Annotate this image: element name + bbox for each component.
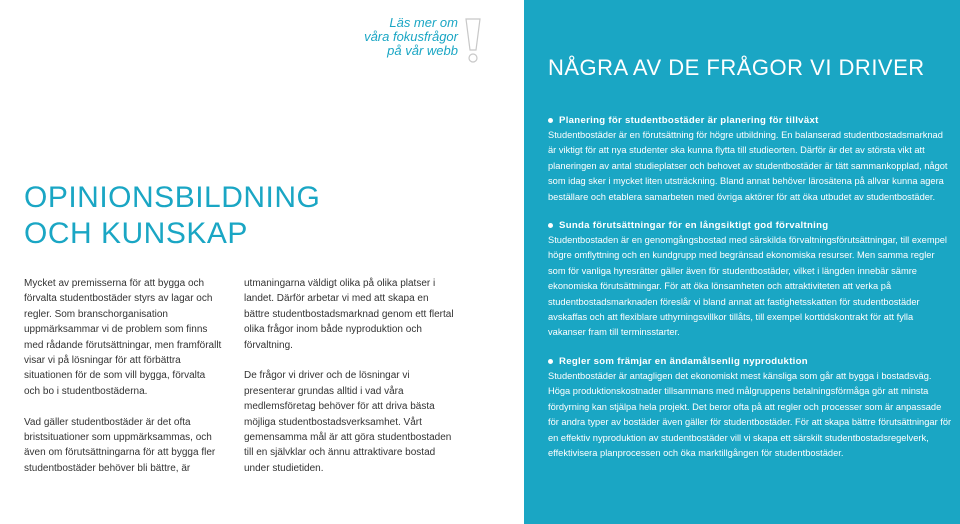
issue-heading (548, 114, 952, 128)
issue-item (548, 355, 952, 461)
title-line: OCH KUNSKAP (24, 217, 248, 250)
text-column-2 (244, 276, 454, 476)
paragraph: Vad gäller studentbostäder är det ofta bristsituationer som uppmärksammas, och även om förutsättningarna för att bygga fler studentbostäder behöver bli bättre, är (24, 416, 216, 474)
text-column-1 (24, 276, 224, 476)
page-title (24, 180, 320, 252)
callout-line: våra fokusfrågor (364, 29, 458, 44)
callout-line: Läs mer om (389, 15, 458, 30)
paragraph: utmaningarna väldigt olika på olika platser i landet. Därför arbetar vi med att skapa en bättre studentbostadsmarknad genom ett flertal olika frågor inom både nyproduktion och förvaltning. (244, 278, 454, 351)
issue-item (548, 219, 952, 341)
bullet-dot-icon (548, 118, 553, 123)
issue-body: Studentbostäder är antagligen det ekonomiskt mest känsliga som går att bygga i bostadsväg. Höga produktionskostnader tillsammans med målgruppens betalningsförmåga gör att minsta fördyrning kan stjälpa hela projekt. Det beror ofta på att regler och processer som är anpassade för andra typer av bostäder även gäller för studentbostäder. För att skapa bättre förutsättningar för en effektiv nyproduktion av studentbostäder vill vi skapa ett särskilt studentbostadsregelverk, effektivisera planprocessen och öka marktillgången för studentbostäder. (548, 370, 952, 458)
panel-title: NÅGRA AV DE FRÅGOR VI DRIVER (548, 55, 925, 80)
issue-heading-text: Planering för studentbostäder är planering för tillväxt (559, 115, 819, 126)
issue-heading-text: Regler som främjar en ändamålsenlig nyproduktion (559, 355, 808, 367)
issue-heading (548, 219, 952, 233)
paragraph: De frågor vi driver och de lösningar vi presenterar grundas alltid i vad våra medlemsföretag behöver för att driva bästa möjliga studentbostadsverksamhet. Vårt gemensamma mål är att göra studentbostaden till en självklar och ännu attraktivare bostad under studietiden. (244, 370, 452, 474)
paragraph: Mycket av premisserna för att bygga och förvalta studentbostäder styrs av lagar och regler. Som branschorganisation uppmärksammar vi de problem som finns med rådande förutsättningar, men framförallt visar vi på lösningar för att förbättra situationen för de som vill bygga, förvalta och bo i studentbostäderna. (24, 278, 222, 397)
web-callout[interactable] (360, 16, 458, 58)
issue-heading (548, 355, 952, 369)
bullet-dot-icon (548, 223, 553, 228)
issue-heading-text: Sunda förutsättningar för en långsiktigt god förvaltning (559, 220, 829, 232)
bullet-dot-icon (548, 359, 553, 364)
title-line: OPINIONSBILDNING (24, 181, 321, 214)
issue-body: Studentbostäder är en förutsättning för högre utbildning. En balanserad studentbostadsmarknad är viktigt för att nya studenter ska kunna flytta till studieorten. Därför är det av största vikt att planeringen av antal studieplatser och behovet av studentbostäder är tätt sammankopplad, något som idag sker i mycket liten utsträckning. Bland annat behöver lärosätena på allvar kunna agera beställare och etablera samarbeten med övriga aktörer för att öka utbudet av studentbostäder. (548, 130, 948, 202)
issue-body: Studentbostaden är en genomgångsbostad med särskilda förvaltningsförutsättningar, till exempel högre omflyttning och en kundgrupp med begränsad ekonomiska resurser. Men samma regler som för vanliga hyresrätter gäller även för studentbostäder, vilket i längden innebär sämre ekonomiska förutsättningar. För att öka lönsamheten och attraktiviteten att verka på studentbostadsmarknaden föreslår vi bland annat att fastighetsskatten för studentbostäder avskaffas och att flexiblare uthyrningsvillkor tillåts, till exempel korttidskontrakt för att fylla vakanser fram till terminsstarter. (548, 235, 947, 338)
issue-item (548, 114, 952, 205)
callout-line: på vår webb (387, 43, 458, 58)
right-panel (524, 0, 960, 524)
issue-list (548, 114, 952, 475)
exclamation-icon (462, 16, 484, 64)
